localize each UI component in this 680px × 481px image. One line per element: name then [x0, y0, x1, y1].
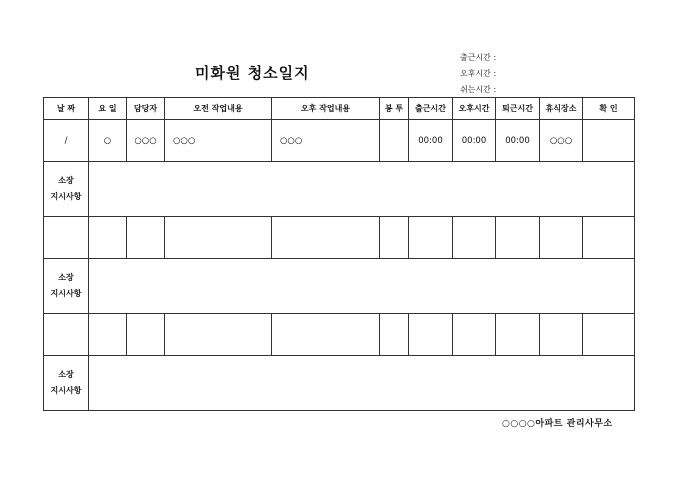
- cell-pm-work[interactable]: ○○○: [272, 120, 380, 162]
- table-row: [44, 120, 635, 162]
- office-signature: ○○○○아파트 관리사무소: [502, 419, 613, 429]
- instruction-label-line1: 소장: [58, 273, 74, 282]
- table-row: [44, 217, 635, 259]
- cell-bags[interactable]: [380, 217, 409, 259]
- cell-pm-work[interactable]: [272, 314, 380, 356]
- cell-bags[interactable]: [380, 120, 409, 162]
- cell-am-work[interactable]: [165, 314, 272, 356]
- col-clock-in: 출근시간: [409, 98, 453, 120]
- cell-day[interactable]: ○: [89, 120, 127, 162]
- instruction-label-line1: 소장: [58, 370, 74, 379]
- instruction-label-line2: 지시사항: [50, 386, 82, 395]
- cell-am-work[interactable]: ○○○: [165, 120, 272, 162]
- col-pm-work: 오후 작업내용: [272, 98, 380, 120]
- col-date: 날 짜: [44, 98, 89, 120]
- instruction-label: [44, 356, 89, 411]
- cell-staff[interactable]: [127, 314, 165, 356]
- cell-clock-out[interactable]: [496, 217, 540, 259]
- clock-in-label: 출근시간 :: [460, 53, 497, 62]
- col-day: 요 일: [89, 98, 127, 120]
- cell-date[interactable]: [44, 314, 89, 356]
- cell-afternoon[interactable]: [453, 217, 496, 259]
- col-afternoon: 오후시간: [453, 98, 496, 120]
- instruction-row: [44, 356, 635, 411]
- header-row: [44, 98, 635, 120]
- instruction-label: [44, 259, 89, 314]
- cell-rest-place[interactable]: [540, 217, 583, 259]
- cell-rest-place[interactable]: ○○○: [540, 120, 583, 162]
- instruction-row: [44, 259, 635, 314]
- cell-confirm[interactable]: [583, 120, 635, 162]
- cell-am-work[interactable]: [165, 217, 272, 259]
- cell-clock-in[interactable]: [409, 217, 453, 259]
- cleaning-log-table: [43, 97, 635, 411]
- cell-afternoon[interactable]: [453, 314, 496, 356]
- cell-bags[interactable]: [380, 314, 409, 356]
- cell-date[interactable]: /: [44, 120, 89, 162]
- cell-date[interactable]: [44, 217, 89, 259]
- col-am-work: 오전 작업내용: [165, 98, 272, 120]
- col-clock-out: 퇴근시간: [496, 98, 540, 120]
- cell-clock-out[interactable]: 00:00: [496, 120, 540, 162]
- cell-pm-work[interactable]: [272, 217, 380, 259]
- instruction-label-line2: 지시사항: [50, 289, 82, 298]
- col-rest-place: 휴식장소: [540, 98, 583, 120]
- cell-confirm[interactable]: [583, 217, 635, 259]
- instruction-label-line2: 지시사항: [50, 192, 82, 201]
- col-staff: 담당자: [127, 98, 165, 120]
- col-bags: 봉 투: [380, 98, 409, 120]
- cell-day[interactable]: [89, 314, 127, 356]
- cell-clock-out[interactable]: [496, 314, 540, 356]
- col-confirm: 확 인: [583, 98, 635, 120]
- cell-staff[interactable]: ○○○: [127, 120, 165, 162]
- cell-clock-in[interactable]: 00:00: [409, 120, 453, 162]
- cell-clock-in[interactable]: [409, 314, 453, 356]
- cell-rest-place[interactable]: [540, 314, 583, 356]
- cell-afternoon[interactable]: 00:00: [453, 120, 496, 162]
- cell-staff[interactable]: [127, 217, 165, 259]
- afternoon-label: 오후시간 :: [460, 69, 497, 78]
- instruction-cell[interactable]: [89, 162, 635, 217]
- document-title: 미화원 청소일지: [195, 64, 310, 82]
- break-label: 쉬는시간 :: [460, 85, 497, 94]
- time-info: [460, 50, 496, 98]
- cell-confirm[interactable]: [583, 314, 635, 356]
- instruction-cell[interactable]: [89, 259, 635, 314]
- cell-day[interactable]: [89, 217, 127, 259]
- instruction-label-line1: 소장: [58, 176, 74, 185]
- instruction-cell[interactable]: [89, 356, 635, 411]
- instruction-row: [44, 162, 635, 217]
- table-row: [44, 314, 635, 356]
- instruction-label: [44, 162, 89, 217]
